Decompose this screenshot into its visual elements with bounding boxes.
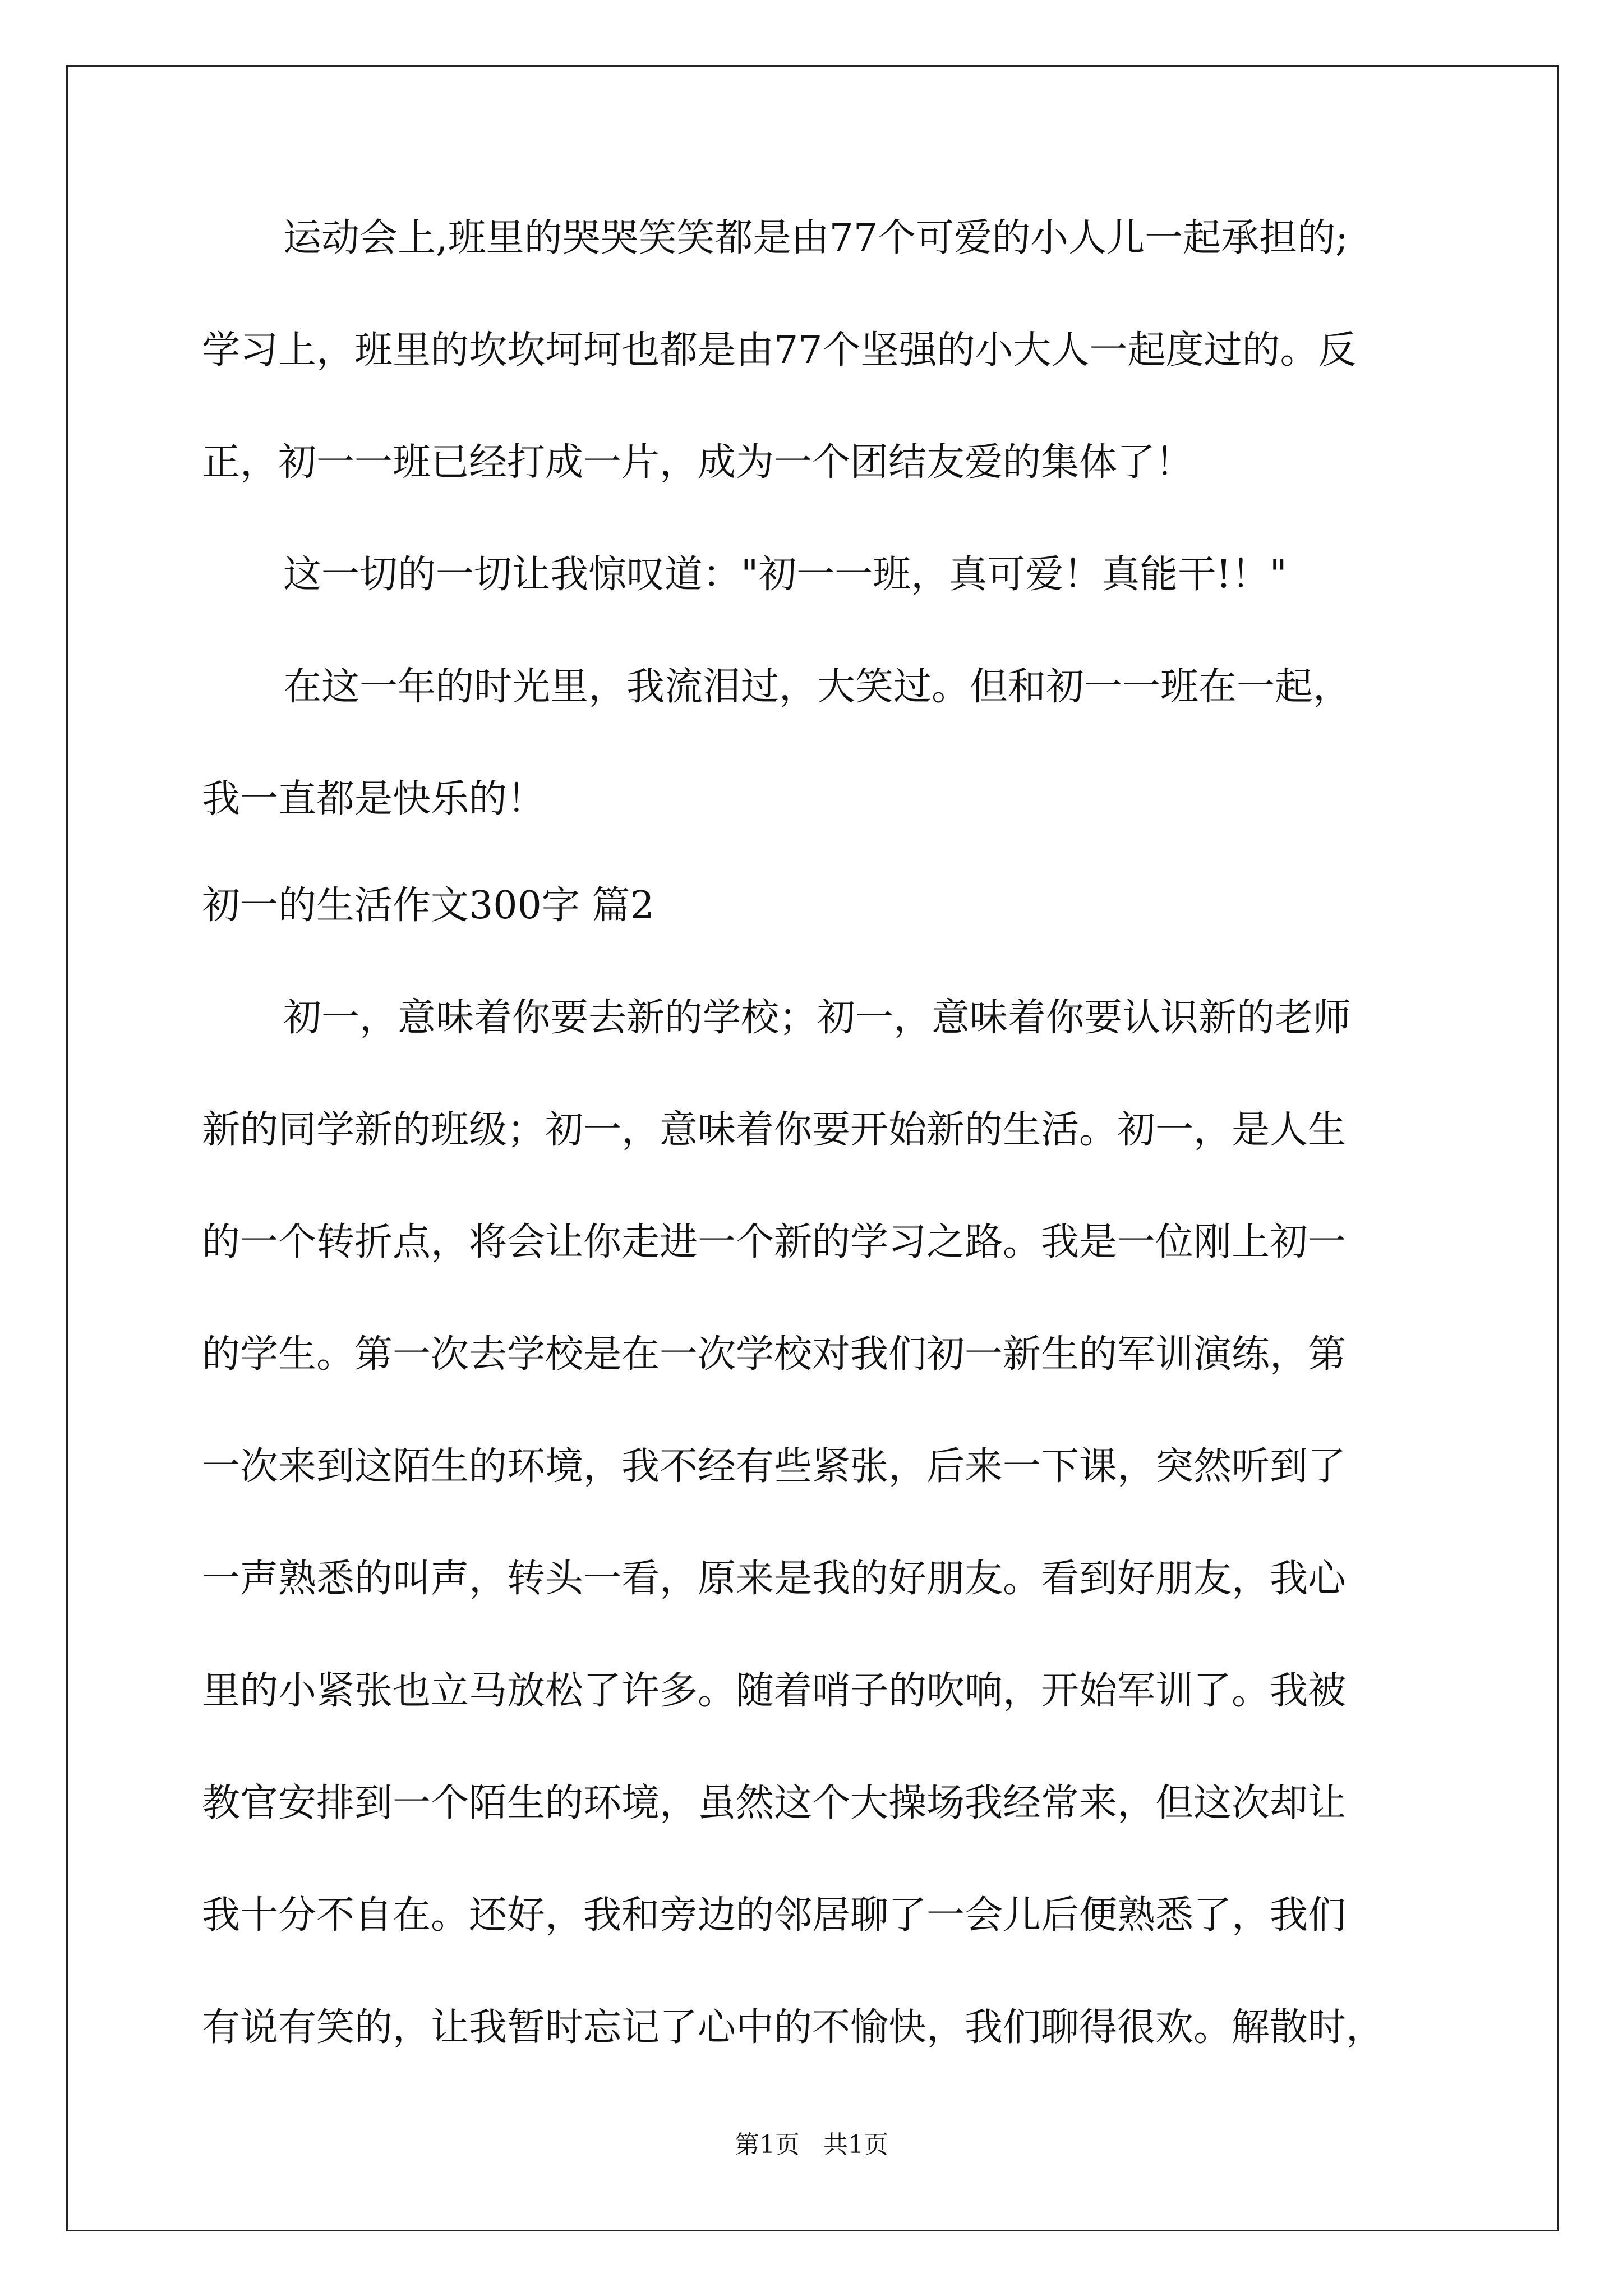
paragraph-line: 一声熟悉的叫声，转头一看，原来是我的好朋友。看到好朋友，我心 (202, 1557, 1347, 1601)
page-footer: 第1页 共1页 (735, 2131, 888, 2159)
paragraph-line: 正，初一一班已经打成一片，成为一个团结友爱的集体了！ (202, 440, 1194, 485)
paragraph-line: 初一，意味着你要去新的学校；初一，意味着你要认识新的老师 (283, 996, 1352, 1040)
paragraph-line: 教官安排到一个陌生的环境，虽然这个大操场我经常来，但这次却让 (202, 1781, 1347, 1825)
paragraph-line: 在这一年的时光里，我流泪过，大笑过。但和初一一班在一起， (283, 665, 1352, 709)
paragraph-line: 的一个转折点，将会让你走进一个新的学习之路。我是一位刚上初一 (202, 1220, 1347, 1264)
paragraph-line: 学习上，班里的坎坎坷坷也都是由77个坚强的小大人一起度过的。反 (202, 328, 1357, 372)
paragraph-line: 里的小紧张也立马放松了许多。随着哨子的吹响，开始军训了。我被 (202, 1669, 1347, 1713)
paragraph-line: 这一切的一切让我惊叹道："初一一班，真可爱！真能干!！" (283, 553, 1287, 597)
paragraph-line: 我一直都是快乐的！ (202, 777, 546, 821)
paragraph-line: 的学生。第一次去学校是在一次学校对我们初一新生的军训演练，第 (202, 1332, 1347, 1377)
section-heading: 初一的生活作文300字 篇2 (202, 884, 654, 928)
paragraph-line: 有说有笑的，让我暂时忘记了心中的不愉快，我们聊得很欢。解散时， (202, 2005, 1385, 2050)
paragraph-line: 我十分不自在。还好，我和旁边的邻居聊了一会儿后便熟悉了，我们 (202, 1893, 1347, 1938)
paragraph-line: 运动会上,班里的哭哭笑笑都是由77个可爱的小人儿一起承担的; (283, 216, 1349, 260)
paragraph-line: 新的同学新的班级；初一，意味着你要开始新的生活。初一，是人生 (202, 1108, 1347, 1152)
paragraph-line: 一次来到这陌生的环境，我不经有些紧张，后来一下课，突然听到了 (202, 1444, 1347, 1489)
